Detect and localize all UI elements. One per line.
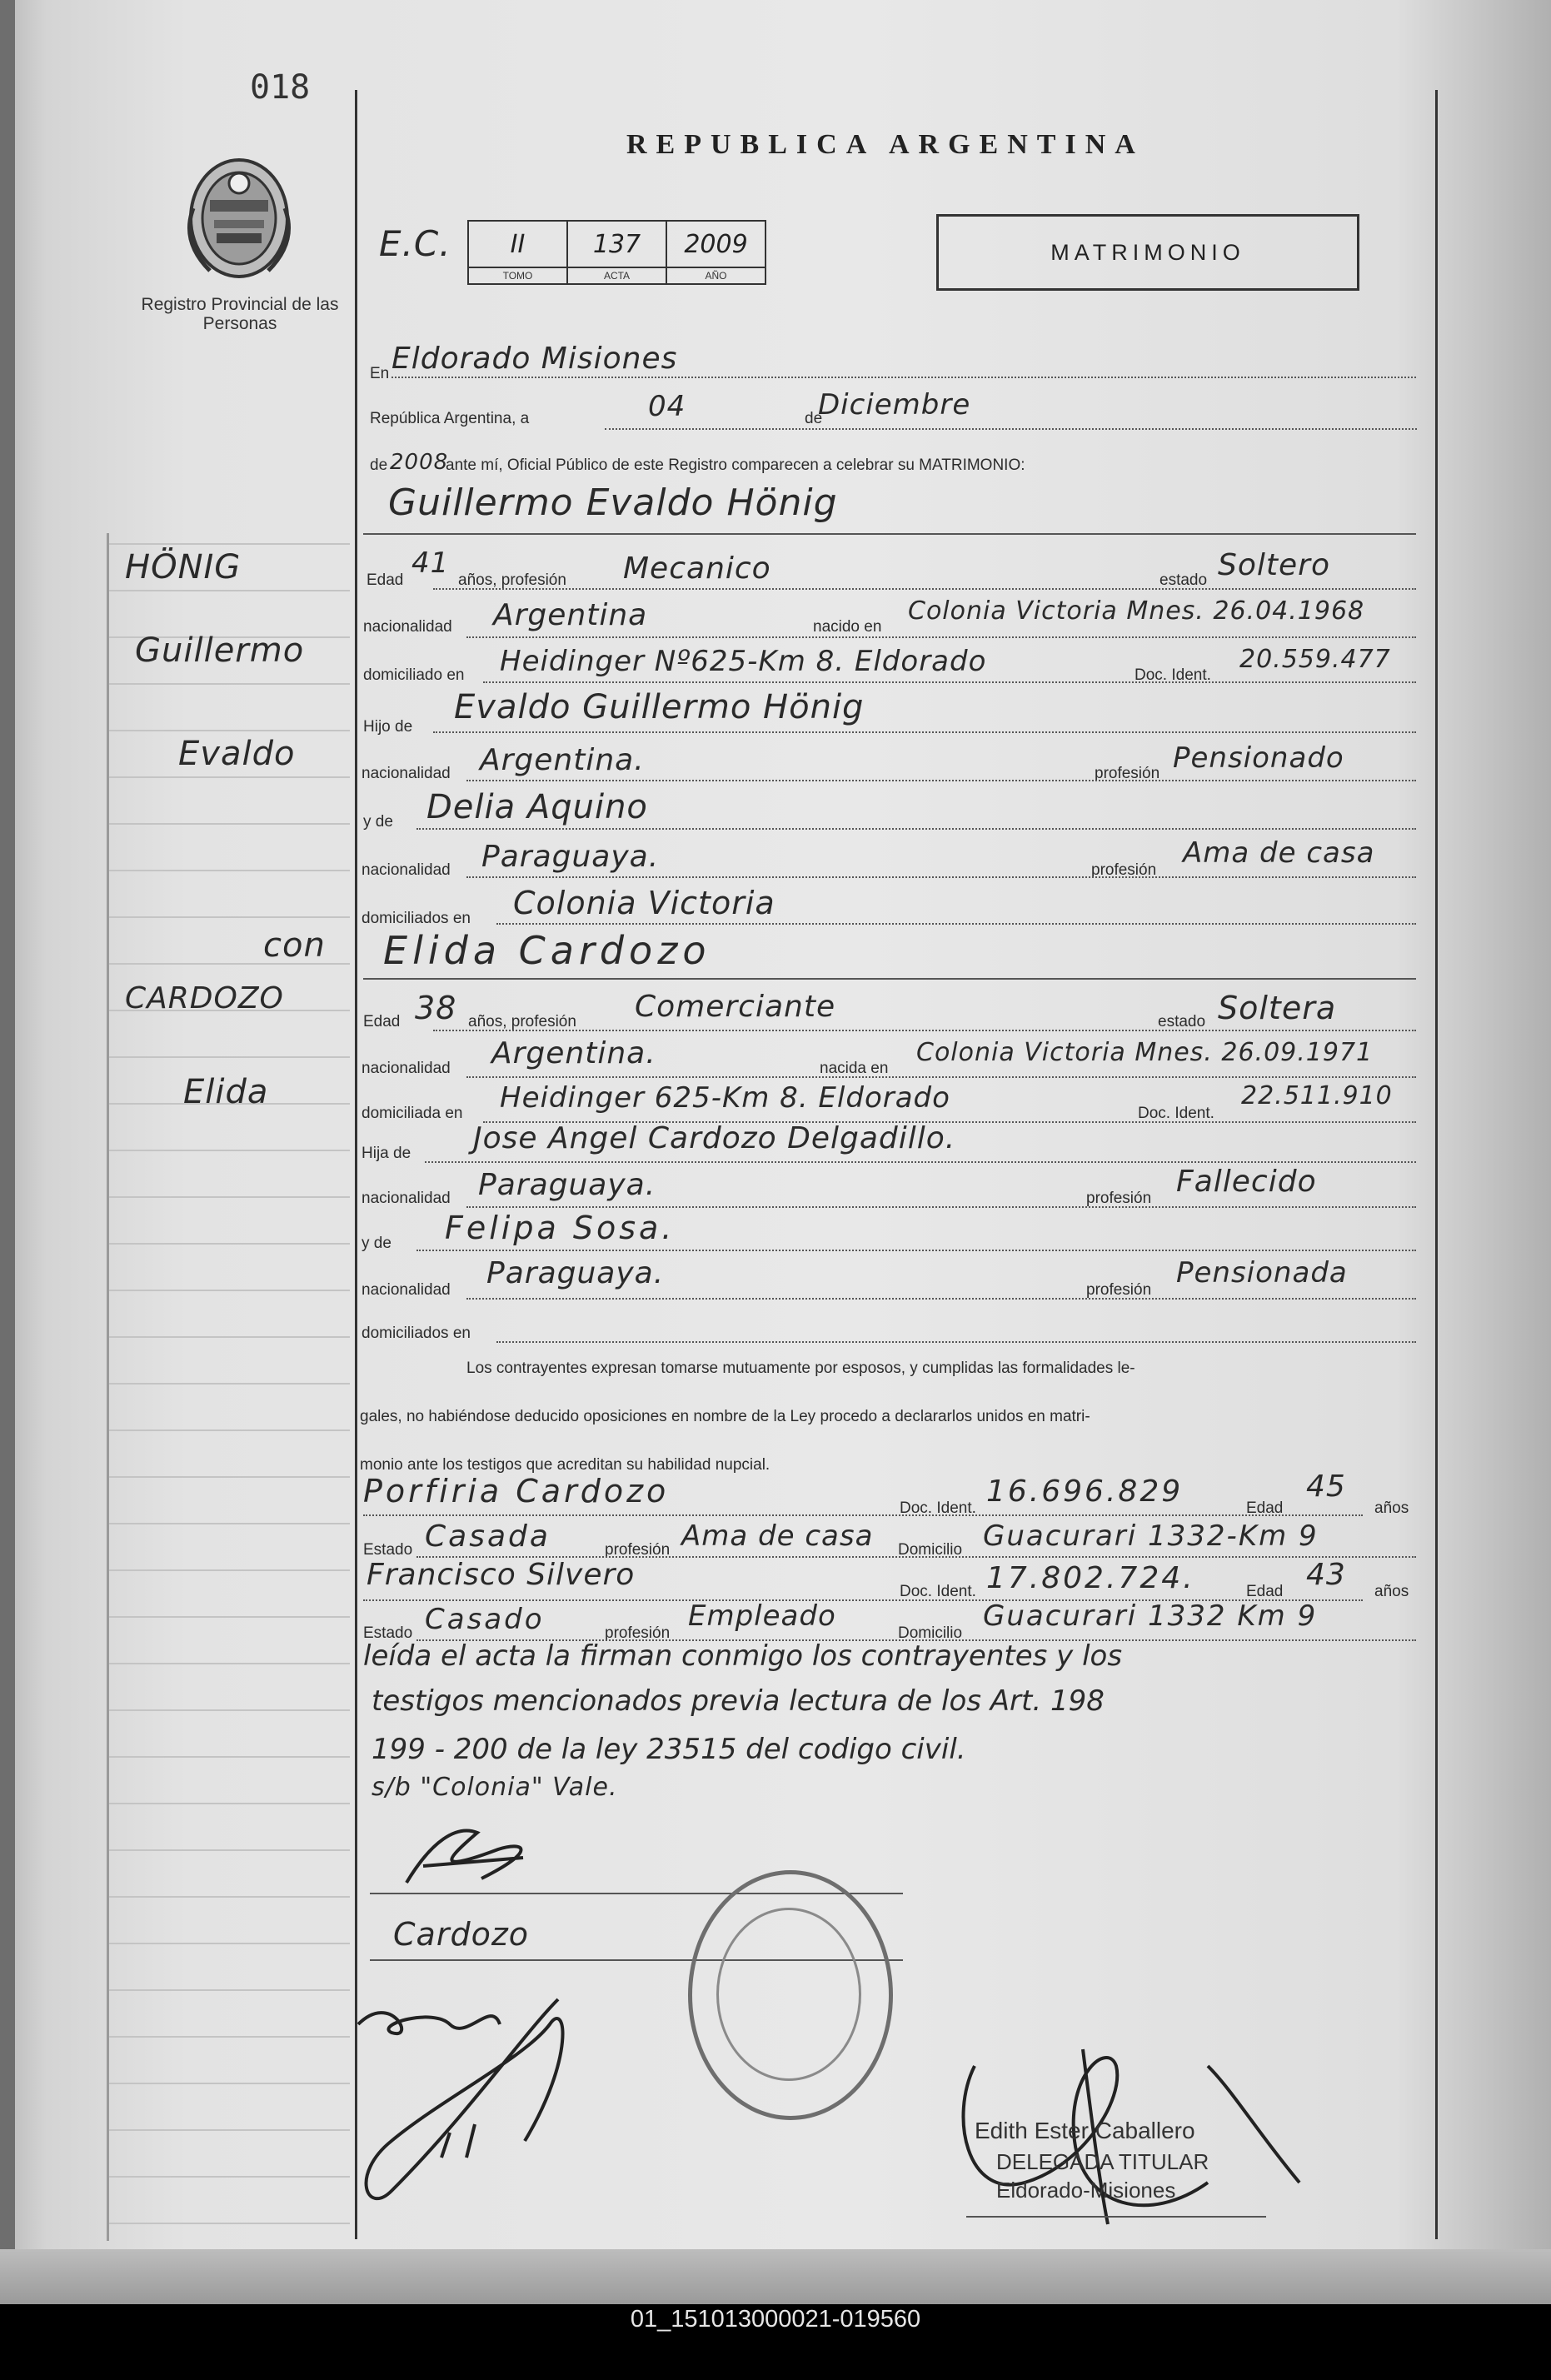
official-title: DELEGADA TITULAR xyxy=(996,2149,1209,2174)
margin-ruled-line xyxy=(108,683,350,685)
official-place: Eldorado-Misiones xyxy=(996,2178,1176,2203)
groom-row4-line xyxy=(433,731,1416,733)
groom-mother-nationality: Paraguaya. xyxy=(481,840,660,874)
witness1-address: Guacurari 1332-Km 9 xyxy=(983,1519,1319,1553)
bride-label-doc: Doc. Ident. xyxy=(1138,1105,1214,1122)
margin-surname-groom: HÖNIG xyxy=(125,548,242,586)
witness1-row1-line xyxy=(363,1514,1363,1516)
groom-label-nacionalidad: nacionalidad xyxy=(363,618,452,636)
margin-ruled-line xyxy=(108,2223,350,2224)
tomo-label: TOMO xyxy=(468,267,567,284)
bride-id-number: 22.511.910 xyxy=(1241,1081,1393,1110)
ano-value: 2009 xyxy=(666,221,766,267)
bride-label-nac-padre: nacionalidad xyxy=(362,1190,451,1207)
witness1-label-doc: Doc. Ident. xyxy=(900,1499,976,1517)
closing-note-line-2: testigos mencionados previa lectura de los Art. 198 xyxy=(372,1684,1105,1718)
bride-row2-line xyxy=(466,1076,1416,1078)
bride-row4-line xyxy=(425,1161,1416,1163)
groom-label-edad: Edad xyxy=(367,571,404,589)
place-line xyxy=(391,377,1416,378)
witness2-label-anos: años xyxy=(1374,1583,1409,1600)
official-signature-line xyxy=(966,2216,1266,2218)
witness1-label-profesion: profesión xyxy=(605,1541,671,1559)
margin-given-groom: Guillermo xyxy=(135,631,305,670)
bride-label-estado: estado xyxy=(1158,1013,1206,1030)
groom-label-hijo: Hijo de xyxy=(363,718,413,736)
bride-father: Jose Angel Cardozo Delgadillo. xyxy=(473,1121,956,1155)
closing-note-line-4: s/b "Colonia" Vale. xyxy=(372,1773,618,1802)
bride-label-prof-madre: profesión xyxy=(1086,1281,1152,1299)
margin-ruled-line xyxy=(108,1243,350,1245)
witness1-label-anos: años xyxy=(1374,1499,1409,1517)
groom-row7-line xyxy=(466,876,1416,878)
margin-ruled-line xyxy=(108,1803,350,1804)
left-margin-rule xyxy=(107,533,109,2241)
groom-nationality: Argentina xyxy=(493,598,648,632)
margin-ruled-line xyxy=(108,1429,350,1431)
groom-birth: Colonia Victoria Mnes. 26.04.1968 xyxy=(908,596,1365,626)
margin-ruled-line xyxy=(108,1616,350,1618)
bride-father-profession: Fallecido xyxy=(1176,1165,1317,1199)
marriage-place: Eldorado Misiones xyxy=(391,342,678,376)
witness2-label-edad: Edad xyxy=(1246,1583,1284,1600)
margin-given-bride: Elida xyxy=(183,1073,269,1111)
witness2-address: Guacurari 1332 Km 9 xyxy=(983,1599,1318,1633)
margin-ruled-line xyxy=(108,2036,350,2038)
label-de-year: de xyxy=(370,457,388,474)
bride-age: 38 xyxy=(415,990,457,1026)
groom-full-name: Guillermo Evaldo Hönig xyxy=(388,481,838,524)
date-line xyxy=(605,428,1417,430)
bride-label-yde: y de xyxy=(362,1235,391,1252)
signature-cardozo: Cardozo xyxy=(393,1916,530,1953)
witness1-label-estado: Estado xyxy=(363,1541,413,1559)
margin-ruled-line xyxy=(108,1150,350,1151)
groom-row2-line xyxy=(466,636,1416,638)
margin-connector: con xyxy=(263,926,326,965)
margin-ruled-line xyxy=(108,1569,350,1571)
bride-label-nacionalidad: nacionalidad xyxy=(362,1060,451,1077)
margin-ruled-line xyxy=(108,2083,350,2084)
groom-father-profession: Pensionado xyxy=(1173,741,1344,775)
groom-father-nationality: Argentina. xyxy=(480,743,645,777)
groom-father: Evaldo Guillermo Hönig xyxy=(454,688,865,726)
witness2-id-number: 17.802.724. xyxy=(986,1561,1195,1595)
witness2-label-estado: Estado xyxy=(363,1624,413,1642)
ec-annotation: E.C. xyxy=(379,223,451,264)
groom-address: Heidinger Nº625-Km 8. Eldorado xyxy=(500,645,987,678)
registry-name: Registro Provincial de las Personas xyxy=(141,295,339,333)
witness1-age: 45 xyxy=(1306,1469,1346,1504)
witness1-id-number: 16.696.829 xyxy=(986,1474,1184,1509)
margin-ruled-line xyxy=(108,2129,350,2131)
bride-name-line xyxy=(363,978,1416,980)
label-republica: República Argentina, a xyxy=(370,410,530,427)
groom-profession: Mecanico xyxy=(623,551,771,586)
bride-label-domiciliada: domiciliada en xyxy=(362,1105,463,1122)
margin-given2-groom: Evaldo xyxy=(178,735,296,773)
groom-mother: Delia Aquino xyxy=(426,788,648,826)
margin-ruled-line xyxy=(108,543,350,545)
witness1-label-edad: Edad xyxy=(1246,1499,1284,1517)
bride-marital-status: Soltera xyxy=(1218,990,1337,1026)
margin-ruled-line xyxy=(108,1196,350,1198)
groom-label-domiciliado: domiciliado en xyxy=(363,666,465,684)
coat-of-arms-logo xyxy=(177,150,302,283)
bride-profession: Comerciante xyxy=(635,990,836,1024)
bride-row6-line xyxy=(416,1250,1416,1251)
groom-row5-line xyxy=(466,780,1416,781)
groom-name-line xyxy=(363,533,1416,535)
declaration-line-2: gales, no habiéndose deducido oposiciones en nombre de la Ley procedo a declararlos unidos en matri- xyxy=(360,1408,1090,1425)
witness1-profession: Ama de casa xyxy=(681,1519,874,1553)
bride-label-domiciliados: domiciliados en xyxy=(362,1325,471,1342)
margin-ruled-line xyxy=(108,776,350,778)
bride-label-profesion: años, profesión xyxy=(468,1013,576,1030)
witness2-age: 43 xyxy=(1306,1558,1346,1592)
marriage-day: 04 xyxy=(648,390,686,423)
groom-label-prof-madre: profesión xyxy=(1091,861,1157,879)
reference-box xyxy=(467,220,766,285)
margin-ruled-line xyxy=(108,1056,350,1058)
witness2-label-profesion: profesión xyxy=(605,1624,671,1642)
witness1-label-domicilio: Domicilio xyxy=(898,1541,963,1559)
official-name: Edith Ester Caballero xyxy=(975,2118,1195,2143)
margin-ruled-line xyxy=(108,1523,350,1524)
record-type-box: MATRIMONIO xyxy=(936,214,1359,291)
signature-scribble-2 xyxy=(342,1974,591,2224)
page-number: 018 xyxy=(250,68,311,107)
page-binding xyxy=(0,0,15,2304)
image-id-caption: 01_151013000021-019560 xyxy=(630,2306,921,2333)
bride-father-nationality: Paraguaya. xyxy=(478,1168,656,1202)
margin-ruled-line xyxy=(108,2176,350,2178)
marriage-year: 2008 xyxy=(390,450,449,475)
margin-ruled-line xyxy=(108,1663,350,1664)
margin-rule xyxy=(355,90,357,2239)
witness2-label-domicilio: Domicilio xyxy=(898,1624,963,1642)
margin-ruled-line xyxy=(108,1989,350,1991)
bride-mother: Felipa Sosa. xyxy=(445,1210,676,1246)
bride-label-edad: Edad xyxy=(363,1013,401,1030)
margin-ruled-line xyxy=(108,1756,350,1758)
bride-row8-line xyxy=(496,1341,1416,1343)
margin-ruled-line xyxy=(108,1849,350,1851)
groom-row1-line xyxy=(433,588,1416,590)
margin-ruled-line xyxy=(108,1336,350,1338)
declaration-line-1: Los contrayentes expresan tomarse mutuamente por esposos, y cumplidas las formalidades le- xyxy=(466,1360,1135,1377)
groom-marital-status: Soltero xyxy=(1218,548,1330,582)
margin-ruled-line xyxy=(108,1709,350,1711)
margin-ruled-line xyxy=(108,870,350,871)
margin-ruled-line xyxy=(108,823,350,825)
groom-label-domiciliados: domiciliados en xyxy=(362,910,471,927)
witness2-marital-status: Casado xyxy=(425,1603,545,1636)
margin-ruled-line xyxy=(108,1943,350,1944)
acta-value: 137 xyxy=(567,221,666,267)
margin-ruled-line xyxy=(108,730,350,731)
bride-row7-line xyxy=(466,1298,1416,1300)
witness2-name: Francisco Silvero xyxy=(367,1558,636,1592)
bride-label-nacida: nacida en xyxy=(820,1060,889,1077)
margin-ruled-line xyxy=(108,1896,350,1898)
groom-parents-address: Colonia Victoria xyxy=(513,885,776,921)
bride-row5-line xyxy=(466,1206,1416,1208)
groom-label-nacido: nacido en xyxy=(813,618,882,636)
witness2-label-doc: Doc. Ident. xyxy=(900,1583,976,1600)
margin-ruled-line xyxy=(108,916,350,918)
signature-scribble-1 xyxy=(398,1808,548,1899)
margin-surname-bride: CARDOZO xyxy=(125,981,284,1015)
tomo-value: II xyxy=(468,221,567,267)
groom-age: 41 xyxy=(411,546,450,580)
bride-full-name: Elida Cardozo xyxy=(383,928,711,973)
label-de-month: de xyxy=(805,410,823,427)
right-border-rule xyxy=(1435,90,1438,2239)
groom-mother-profession: Ama de casa xyxy=(1183,836,1375,870)
closing-note-line-1: leída el acta la firman conmigo los contrayentes y los xyxy=(363,1639,1123,1673)
groom-label-doc: Doc. Ident. xyxy=(1135,666,1211,684)
page-bottom-band xyxy=(0,2249,1551,2304)
margin-ruled-line xyxy=(108,1476,350,1478)
groom-row6-line xyxy=(416,828,1416,830)
bride-label-hija: Hija de xyxy=(362,1145,411,1162)
groom-row8-line xyxy=(496,923,1416,925)
declaration-line-3: monio ante los testigos que acreditan su habilidad nupcial. xyxy=(360,1456,771,1474)
official-stamp-inner xyxy=(716,1908,861,2081)
bride-birth: Colonia Victoria Mnes. 26.09.1971 xyxy=(916,1038,1374,1067)
groom-label-estado: estado xyxy=(1160,571,1208,589)
bride-mother-nationality: Paraguaya. xyxy=(486,1256,665,1290)
label-ante-mi: ante mí, Oficial Público de este Registro comparecen a celebrar su MATRIMONIO: xyxy=(446,457,1025,474)
bride-mother-profession: Pensionada xyxy=(1176,1256,1348,1290)
groom-label-profesion: años, profesión xyxy=(458,571,566,589)
groom-label-nac-padre: nacionalidad xyxy=(362,765,451,782)
bride-address: Heidinger 625-Km 8. Eldorado xyxy=(500,1081,950,1115)
groom-label-yde: y de xyxy=(363,813,393,831)
margin-ruled-line xyxy=(108,590,350,591)
marriage-month: Diciembre xyxy=(818,388,971,422)
acta-label: ACTA xyxy=(567,267,666,284)
document-title: REPUBLICA ARGENTINA xyxy=(626,129,1145,160)
witness1-marital-status: Casada xyxy=(425,1519,551,1554)
groom-row3-line xyxy=(483,681,1416,683)
witness1-name: Porfiria Cardozo xyxy=(363,1473,670,1509)
bride-row1-line xyxy=(433,1030,1416,1031)
groom-label-nac-madre: nacionalidad xyxy=(362,861,451,879)
bride-nationality: Argentina. xyxy=(491,1036,656,1070)
margin-ruled-line xyxy=(108,1383,350,1385)
witness2-profession: Empleado xyxy=(688,1599,836,1633)
bride-label-nac-madre: nacionalidad xyxy=(362,1281,451,1299)
bride-label-prof-padre: profesión xyxy=(1086,1190,1152,1207)
label-en: En xyxy=(370,365,390,382)
closing-note-line-3: 199 - 200 de la ley 23515 del codigo civil. xyxy=(372,1733,966,1766)
groom-id-number: 20.559.477 xyxy=(1239,645,1391,674)
groom-label-prof-padre: profesión xyxy=(1095,765,1160,782)
ano-label: AÑO xyxy=(666,267,766,284)
margin-ruled-line xyxy=(108,1290,350,1291)
